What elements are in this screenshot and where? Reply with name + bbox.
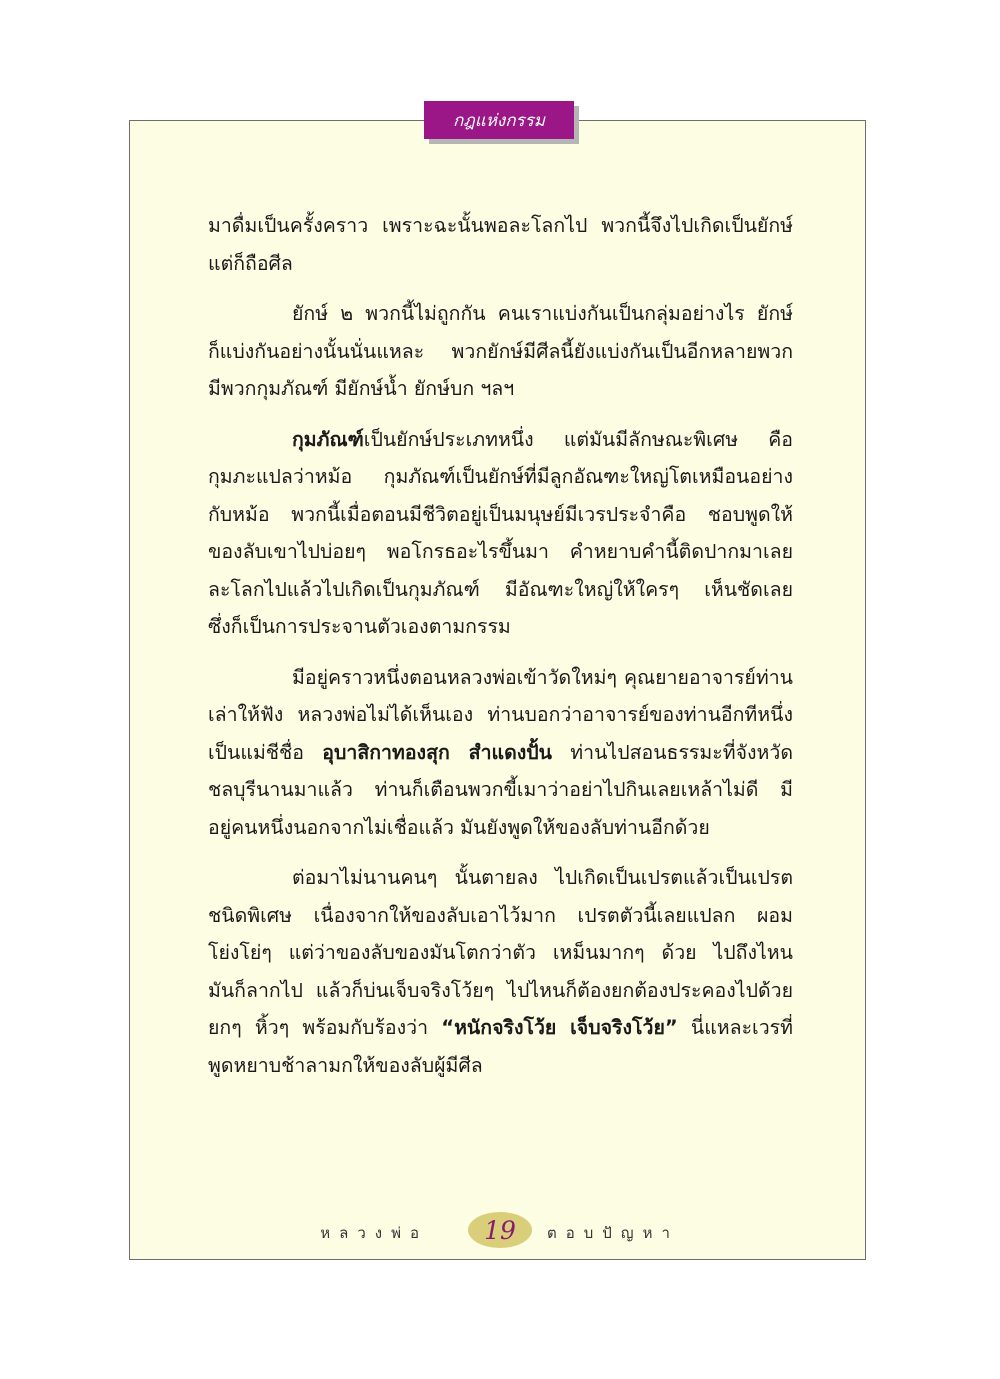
text-line: มาดื่มเป็นครั้งคราว เพราะฉะนั้นพอละโลกไป พวกนี้จึงไปเกิดเป็นยักษ์ [208,214,793,237]
text-line [208,421,793,459]
text-line: กุมภะแปลว่าหม้อ กุมภัณฑ์เป็นยักษ์ที่มีลูกอัณฑะใหญ่โตเหมือนอย่าง [208,465,793,488]
text-line: ต่อมาไม่นานคนๆ นั้นตายลง ไปเกิดเป็นเปรตแล้วเป็นเปรต [292,866,793,889]
page-number: 19 [484,1215,516,1245]
page-footer [129,1209,866,1253]
text-line: มีอยู่คราวหนึ่งตอนหลวงพ่อเข้าวัดใหม่ๆ คุณยายอาจารย์ท่าน [292,665,793,689]
text-line [208,1009,793,1047]
text-line: ของลับเขาไปบ่อยๆ พอโกรธอะไรขึ้นมา คำหยาบคำนี้ติดปากมาเลย [208,540,793,563]
paragraph-3 [208,421,793,646]
text-line: อยู่คนหนึ่งนอกจากไม่เชื่อแล้ว มันยังพูดให้ของลับท่านอีกด้วย [208,815,710,839]
footer-right-text: ตอบปัญหา [547,1224,679,1242]
text-line: ยักษ์ ๒ พวกนี้ไม่ถูกกัน คนเราแบ่งกันเป็นกลุ่มอย่างไร ยักษ์ [292,302,793,325]
paragraph-1 [208,207,793,282]
text-line: มีพวกกุมภัณฑ์ มียักษ์น้ำ ยักษ์บก ฯลฯ [208,377,515,400]
text-fragment: เป็นแม่ชีชื่อ [208,740,323,764]
text-line: พูดหยาบช้าลามกให้ของลับผู้มีศีล [208,1053,483,1077]
text-line: โย่งโย่ๆ แต่ว่าของลับของมันโตกว่าตัว เหม็นมากๆ ด้วย ไปถึงไหน [208,941,793,964]
page-number-badge [468,1212,532,1248]
text-line: ซึ่งก็เป็นการประจานตัวเองตามกรรม [208,615,511,638]
text-fragment: เป็นยักษ์ประเภทหนึ่ง แต่มันมีลักษณะพิเศษ คือ [363,427,793,451]
text-fragment: ท่านไปสอนธรรมะที่จังหวัด [551,740,793,764]
text-line: แต่ก็ถือศีล [208,251,293,275]
text-fragment: ยกๆ หิ้วๆ พร้อมกับร้องว่า [208,1016,442,1039]
paragraph-2 [208,295,793,408]
text-line: ก็แบ่งกันอย่างนั้นนั่นแหละ พวกยักษ์มีศีลนี้ยังแบ่งกันเป็นอีกหลายพวก [208,339,793,363]
paragraph-5 [208,859,793,1084]
text-line: ชลบุรีนานมาแล้ว ท่านก็เตือนพวกขี้เมาว่าอย่าไปกินเลยเหล้าไม่ดี มี [208,778,793,801]
bold-quote: “หนักจริงโว้ย เจ็บจริงโว้ย” [441,1016,678,1039]
text-line [208,734,793,772]
text-line: เล่าให้ฟัง หลวงพ่อไม่ได้เห็นเอง ท่านบอกว่าอาจารย์ของท่านอีกทีหนึ่ง [208,703,793,726]
text-line: มันก็ลากไป แล้วก็บ่นเจ็บจริงโว้ยๆ ไปไหนก็ต้องยกต้องประคองไปด้วย [208,978,793,1002]
text-fragment: นี่แหละเวรที่ [677,1016,794,1039]
bold-name: อุบาสิกาทองสุก สำแดงปั้น [322,740,552,764]
paragraph-4 [208,659,793,847]
text-line: ละโลกไปแล้วไปเกิดเป็นกุมภัณฑ์ มีอัณฑะใหญ่ให้ใครๆ เห็นชัดเลย [208,577,793,601]
text-line: กับหม้อ พวกนี้เมื่อตอนมีชีวิตอยู่เป็นมนุษย์มีเวรประจำคือ ชอบพูดให้ [208,502,793,526]
body-text [208,207,793,1097]
chapter-title: กฎแห่งกรรม [453,110,545,131]
bold-term: กุมภัณฑ์ [292,427,364,451]
text-line: ชนิดพิเศษ เนื่องจากให้ของลับเอาไว้มาก เปรตตัวนี้เลยแปลก ผอม [208,903,793,927]
chapter-header-tab [424,101,574,139]
footer-left-text: หลวงพ่อ [320,1224,428,1242]
